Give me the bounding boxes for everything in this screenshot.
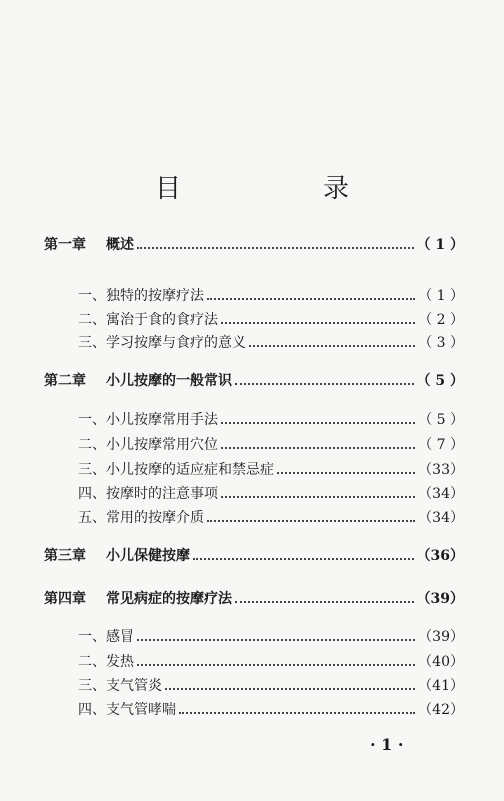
page-number: （ 5 ） [416,373,464,389]
page-number: （36） [416,548,464,564]
section-title: 二、发热 [78,654,134,670]
dot-leader [137,638,415,641]
toc-section-1-3[interactable] [78,332,464,352]
dot-leader [137,663,415,666]
dot-leader [179,711,415,714]
page-number: （34） [418,486,464,502]
page-footer-number: · 1 · [370,735,404,754]
dot-leader [235,600,414,603]
dot-leader [277,471,415,474]
toc-section-2-2[interactable] [78,434,464,454]
dot-leader [137,246,414,249]
section-title: 四、按摩时的注意事项 [78,486,218,502]
page-number: （ 2 ） [418,312,464,328]
page-number: （40） [418,654,464,670]
section-title: 四、支气管哮喘 [78,702,176,718]
chapter-number: 第一章 [44,237,86,253]
section-title: 三、支气管炎 [78,678,162,694]
toc-section-1-2[interactable] [78,309,464,329]
page-title: 目 录 [154,174,407,204]
toc-section-4-3[interactable] [78,675,464,695]
section-title: 一、独特的按摩疗法 [78,288,204,304]
section-title: 二、小儿按摩常用穴位 [78,437,218,453]
dot-leader [207,519,415,522]
toc-chapter-2[interactable] [44,370,464,390]
toc-section-1-1[interactable] [78,285,464,305]
dot-leader [221,495,415,498]
dot-leader [221,421,415,424]
section-title: 五、常用的按摩介质 [78,510,204,526]
toc-section-2-3[interactable] [78,459,464,479]
section-title: 三、学习按摩与食疗的意义 [78,335,246,351]
dot-leader [165,687,415,690]
dot-leader [249,344,415,347]
page-number: （34） [418,510,464,526]
toc-section-4-2[interactable] [78,651,464,671]
page-number: （ 7 ） [418,437,464,453]
page-number: （ 1 ） [416,237,464,253]
dot-leader [235,382,414,385]
toc-chapter-3[interactable] [44,545,464,565]
dot-leader [207,297,415,300]
toc-chapter-1[interactable] [44,234,464,254]
toc-section-4-1[interactable] [78,626,464,646]
page-number: （ 5 ） [418,412,464,428]
section-title: 一、感冒 [78,629,134,645]
toc-section-2-5[interactable] [78,507,464,527]
chapter-title: 概述 [106,237,134,253]
toc-section-2-4[interactable] [78,483,464,503]
dot-leader [221,321,415,324]
chapter-title: 小儿按摩的一般常识 [106,373,232,389]
page-number: （42） [418,702,464,718]
page-number: （39） [416,591,464,607]
section-title: 一、小儿按摩常用手法 [78,412,218,428]
chapter-title: 常见病症的按摩疗法 [106,591,232,607]
page-number: （ 3 ） [418,335,464,351]
chapter-title: 小儿保健按摩 [106,548,190,564]
page-number: （ 1 ） [418,288,464,304]
page-number: （33） [418,462,464,478]
section-title: 二、寓治于食的食疗法 [78,312,218,328]
dot-leader [221,446,415,449]
page-number: （39） [418,629,464,645]
chapter-number: 第二章 [44,373,86,389]
toc-section-2-1[interactable] [78,409,464,429]
section-title: 三、小儿按摩的适应症和禁忌症 [78,462,274,478]
page-number: （41） [418,678,464,694]
dot-leader [193,557,414,560]
chapter-number: 第三章 [44,548,86,564]
toc-chapter-4[interactable] [44,588,464,608]
chapter-number: 第四章 [44,591,86,607]
toc-section-4-4[interactable] [78,699,464,719]
